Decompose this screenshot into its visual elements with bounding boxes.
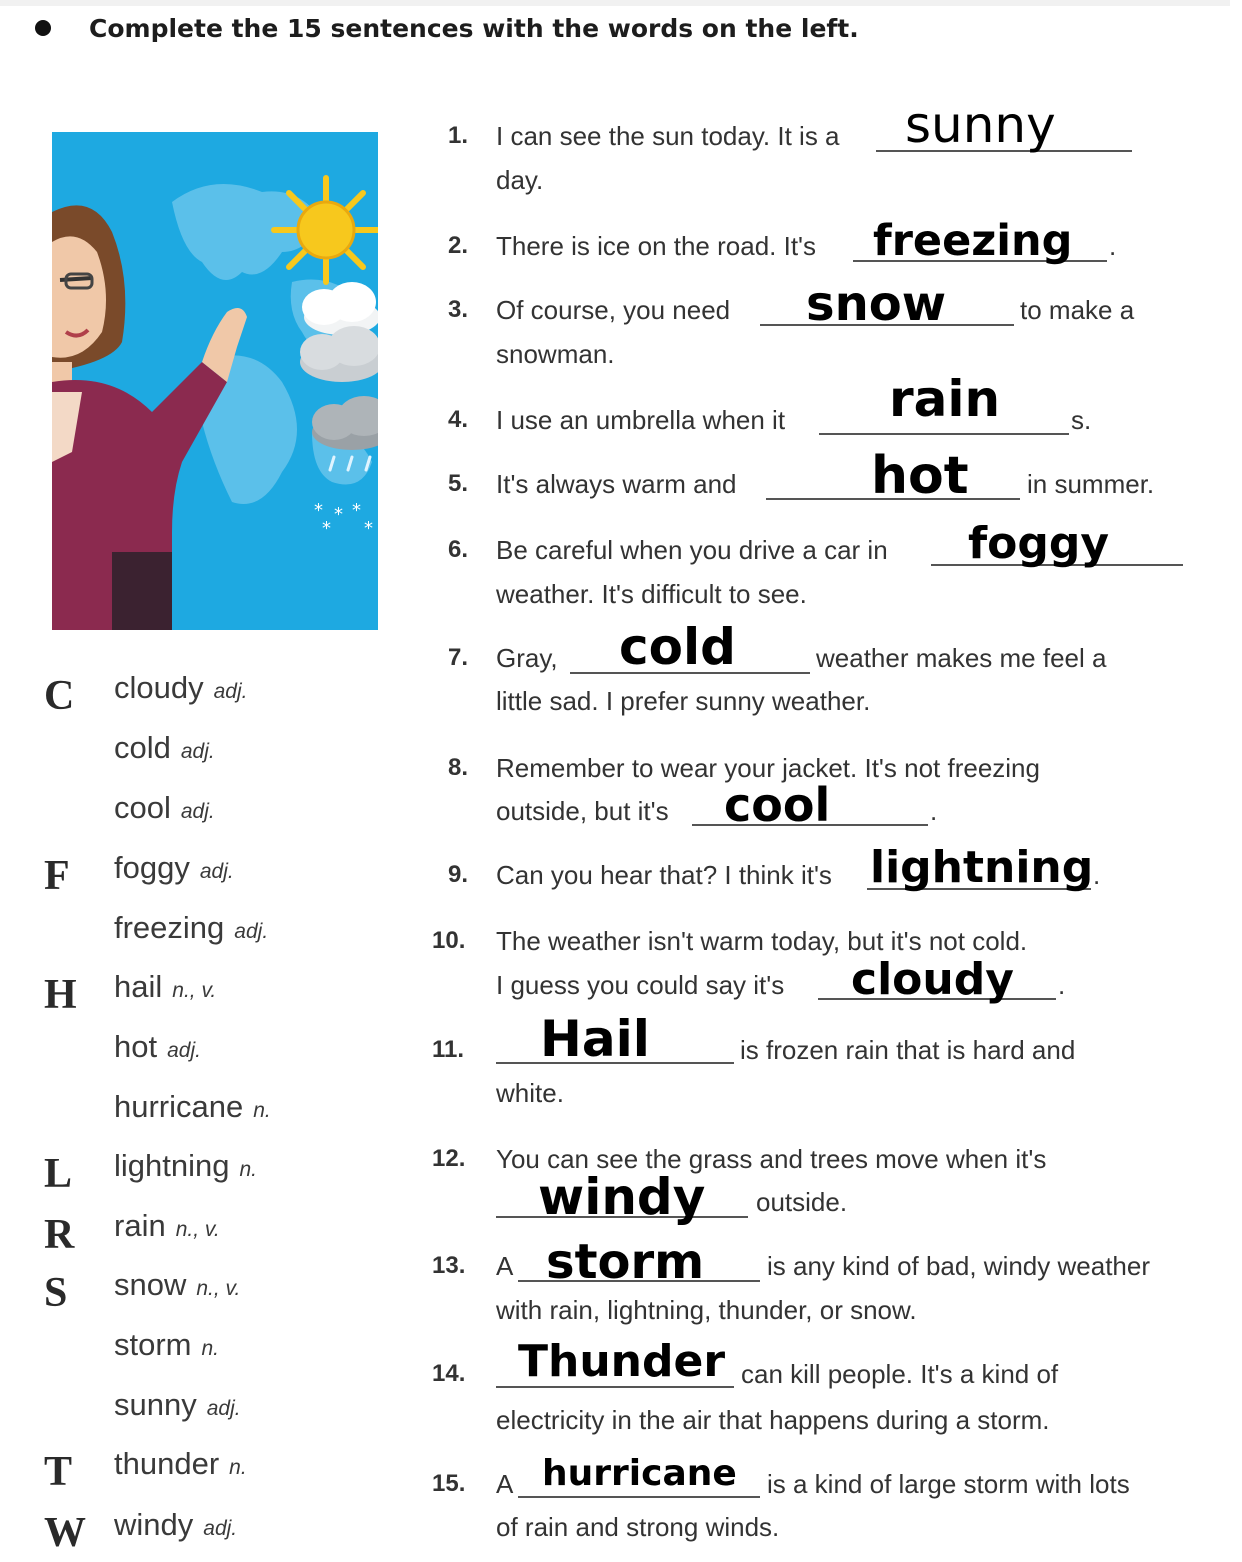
sentence-text: little sad. I prefer sunny weather.: [496, 686, 871, 716]
sentence-text: Be careful when you drive a car in: [496, 535, 888, 565]
sentence-text: outside.: [756, 1187, 848, 1217]
sentence-text: .: [1109, 231, 1117, 261]
answer-text: sunny: [905, 96, 1056, 154]
answer-blank[interactable]: [819, 433, 1069, 435]
sentence-number: 3.: [448, 296, 469, 323]
word-bank-letter: H: [44, 972, 77, 1018]
sentence-number: 5.: [448, 470, 469, 497]
svg-text:*: *: [334, 504, 343, 525]
word-bank-letter: F: [44, 853, 70, 899]
answer-text: windy: [538, 1168, 706, 1226]
sentence-text: electricity in the air that happens during a storm.: [496, 1405, 1050, 1435]
answer-text: Thunder: [518, 1336, 726, 1387]
sentence-text: .: [1058, 970, 1066, 1000]
answer-text: freezing: [873, 216, 1073, 266]
word-bank-letter: C: [44, 673, 75, 719]
answer-text: cloudy: [851, 954, 1014, 1005]
sentence-text: A: [496, 1251, 514, 1281]
answer-text: hot: [871, 446, 969, 506]
instruction-row: [35, 10, 859, 46]
sentence-text: I can see the sun today. It is a: [496, 121, 840, 151]
sentence-number: 9.: [448, 861, 469, 888]
svg-text:*: *: [314, 500, 323, 521]
svg-text:*: *: [322, 518, 331, 539]
sentence-text: weather. It's difficult to see.: [496, 579, 807, 609]
sentence-text: is frozen rain that is hard and: [740, 1035, 1076, 1065]
word-bank-item: cool adj.: [114, 790, 215, 825]
word-bank-item: hurricane n.: [114, 1089, 271, 1124]
sentence-text: Remember to wear your jacket. It's not freezing: [496, 753, 1040, 783]
answer-text: lightning: [870, 842, 1094, 893]
word-bank-item: sunny adj.: [114, 1387, 241, 1422]
sentence-text: weather makes me feel a: [816, 643, 1107, 673]
sentence-number: 15.: [432, 1470, 466, 1497]
word-bank-item: rain n., v.: [114, 1208, 220, 1243]
sentence-text: can kill people. It's a kind of: [741, 1359, 1059, 1389]
word-bank-letter: S: [44, 1270, 68, 1316]
answer-text: cold: [619, 618, 736, 676]
sentence-number: 2.: [448, 232, 469, 259]
sentence-text: to make a: [1020, 295, 1135, 325]
word-bank-item: cloudy adj.: [114, 670, 248, 705]
sentence-text: of rain and strong winds.: [496, 1512, 780, 1542]
sentence-text: snowman.: [496, 339, 615, 369]
instruction-text: Complete the 15 sentences with the words on the left.: [89, 13, 859, 43]
sentence-text: It's always warm and: [496, 469, 737, 499]
answer-text: cool: [724, 778, 831, 832]
sentence-number: 8.: [448, 754, 469, 781]
svg-text:*: *: [364, 518, 373, 539]
word-bank-item: lightning n.: [114, 1148, 257, 1183]
svg-text:*: *: [352, 500, 361, 521]
word-bank-letter: W: [44, 1510, 86, 1556]
sentence-number: 1.: [448, 122, 469, 149]
sentence-number: 10.: [432, 927, 466, 954]
sentence-number: 7.: [448, 644, 469, 671]
answer-text: rain: [889, 370, 1001, 428]
top-border: [0, 0, 1230, 6]
answer-text: storm: [546, 1234, 705, 1290]
word-bank-item: snow n., v.: [114, 1267, 241, 1302]
sentence-number: 13.: [432, 1252, 466, 1279]
sentence-text: in summer.: [1027, 469, 1155, 499]
sentence-number: 12.: [432, 1145, 466, 1172]
sentence-text: with rain, lightning, thunder, or snow.: [496, 1295, 917, 1325]
sentence-text: .: [1093, 860, 1101, 890]
answer-text: Hail: [540, 1010, 650, 1068]
answer-blank[interactable]: [518, 1496, 760, 1498]
answer-text: foggy: [968, 518, 1110, 569]
word-bank-letter: R: [44, 1212, 75, 1258]
word-bank-item: cold adj.: [114, 730, 215, 765]
weather-presenter-illustration: [52, 132, 378, 630]
sentence-text: s.: [1071, 405, 1092, 435]
sentence-text: Gray,: [496, 643, 558, 673]
word-bank-letter: T: [44, 1449, 73, 1495]
word-bank-item: hot adj.: [114, 1029, 201, 1064]
word-bank-item: storm n.: [114, 1327, 220, 1362]
word-bank-item: hail n., v.: [114, 969, 217, 1004]
answer-text: snow: [806, 276, 947, 332]
word-bank-item: foggy adj.: [114, 850, 234, 885]
sentence-text: I use an umbrella when it: [496, 405, 786, 435]
sentence-number: 11.: [432, 1036, 465, 1063]
sentence-text: The weather isn't warm today, but it's not cold.: [496, 926, 1028, 956]
word-bank-letter: L: [44, 1151, 73, 1197]
sentence-text: is any kind of bad, windy weather: [767, 1251, 1150, 1281]
word-bank-item: windy adj.: [114, 1507, 238, 1542]
sentence-text: I guess you could say it's: [496, 970, 785, 1000]
sentence-number: 4.: [448, 406, 469, 433]
answer-text: hurricane: [542, 1453, 737, 1494]
sentence-text: There is ice on the road. It's: [496, 231, 817, 261]
word-bank-item: freezing adj.: [114, 910, 269, 945]
bullet-icon: [35, 20, 51, 36]
word-bank-item: thunder n.: [114, 1446, 247, 1481]
sentence-text: is a kind of large storm with lots: [767, 1469, 1130, 1499]
sun-icon: [274, 178, 378, 282]
sentence-text: outside, but it's: [496, 796, 669, 826]
sentence-text: Can you hear that? I think it's: [496, 860, 832, 890]
sentence-text: white.: [496, 1078, 564, 1108]
sentence-number: 14.: [432, 1360, 466, 1387]
sentence-text: A: [496, 1469, 514, 1499]
sentence-text: You can see the grass and trees move when it's: [496, 1144, 1047, 1174]
sentence-text: Of course, you need: [496, 295, 731, 325]
sentence-number: 6.: [448, 536, 469, 563]
sentence-text: day.: [496, 165, 544, 195]
sentence-text: .: [930, 796, 938, 826]
